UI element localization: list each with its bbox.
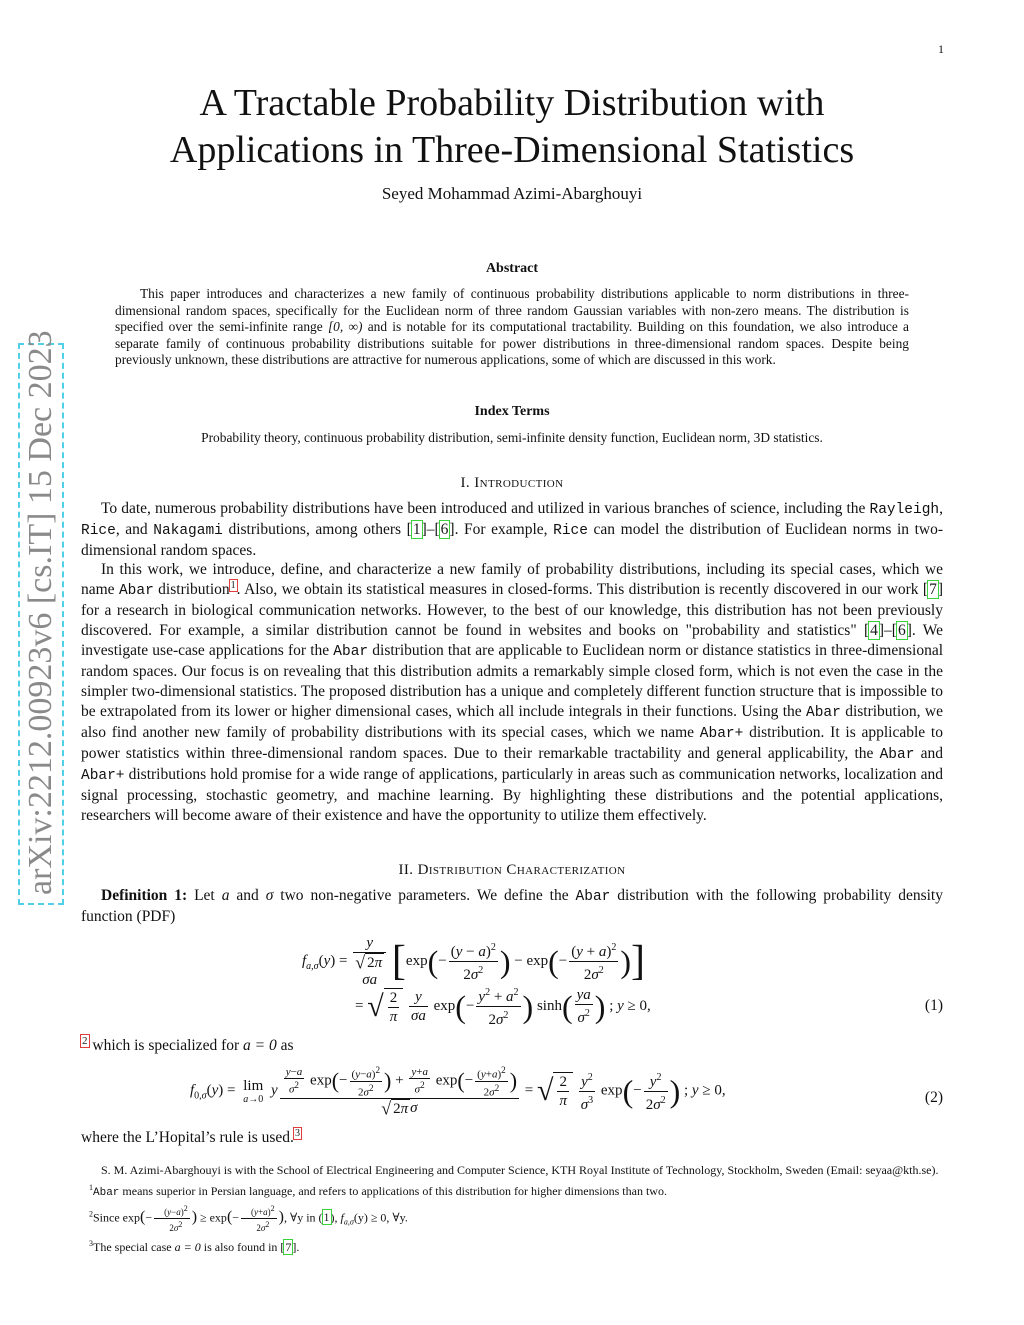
text: To date, numerous probability distributions have been introduced and utilized in various branches of science, including the <box>101 500 870 517</box>
author-name: Seyed Mohammad Azimi-Abarghouyi <box>381 184 643 203</box>
text: ]–[ <box>421 521 440 538</box>
text: which is specialized for <box>88 1037 244 1054</box>
title-line-1: A Tractable Probability Distribution with <box>199 82 825 124</box>
text: , <box>939 500 943 517</box>
text: as <box>276 1037 294 1054</box>
abstract-text-1: This paper introduces and characterizes a new family of continuous probability distributions applicable to norm distributions in three-dimensional random spaces, specifically for the Euclidean norm of three random Gaussian variables with non-zero means. The distribution is specified over the semi-infinite range <box>115 286 909 334</box>
footnote-number: 1 <box>89 1183 93 1192</box>
index-terms-body: Probability theory, continuous probability distribution, semi-infinite density function, Euclidean norm, 3D statistics. <box>201 430 823 445</box>
text: ]. For example, <box>449 521 554 538</box>
citation-link[interactable]: 7 <box>285 1240 292 1254</box>
text: can model the distribution of Euclidean norms in two-dimensional random spaces. <box>81 521 943 559</box>
text: The special case <box>93 1240 175 1254</box>
section-title: Introduction <box>474 475 564 491</box>
text: ]. We investigate use-case applications for the <box>81 622 943 659</box>
text: and <box>229 887 266 904</box>
footnote-number: 2 <box>89 1209 93 1219</box>
title-line-2: Applications in Three-Dimensional Statistics <box>169 129 855 171</box>
code-rayleigh: Rayleigh <box>869 502 940 518</box>
intro-paragraph-2 <box>81 560 943 826</box>
citation-link[interactable]: 4 <box>870 622 878 639</box>
footnote-link[interactable]: 1 <box>230 579 236 591</box>
math-var: f <box>340 1210 344 1225</box>
after-equation-2-text <box>81 1129 301 1147</box>
text: distributions, among others [ <box>222 521 412 538</box>
page-number: 1 <box>938 42 944 56</box>
math-var: σ <box>265 887 274 904</box>
math-condition: a = 0 <box>243 1037 277 1054</box>
code-rice: Rice <box>81 523 116 539</box>
section-numeral: II. <box>398 862 418 878</box>
text: Let <box>187 887 222 904</box>
section-heading-distribution <box>81 862 943 879</box>
paper-title <box>100 80 924 174</box>
code-abar-plus: Abar+ <box>81 768 125 784</box>
text: distribution, we also find another new family of probability distributions with its special cases, which we name <box>81 703 943 741</box>
text: distribution that are applicable to Euclidean norm or distance statistics in three-dimensional random spaces. Our focus is on revealing that this distribution admits a remarkably simple closed form, which is not even the case in the simpler two-dimensional statistics. The proposed distribution has a unique and completely different function structure that is impossible to be extrapolated from its lower or higher dimensional cases, which all include integrals in their functions. Using the <box>81 642 944 720</box>
text: distributions hold promise for a wide range of applications, particularly in areas such as communication networks, localization and signal processing, stochastic geometry, and machine learning. By highlighting these distributions and the potential applications, researchers will become aware of their existence and have the opportunity to utilize them effectively. <box>81 766 943 824</box>
code-abar: Abar <box>879 747 915 763</box>
text: distribution with the following probability density function (PDF) <box>81 887 943 925</box>
section-heading-introduction <box>81 475 943 492</box>
footnote-link[interactable]: 3 <box>294 1127 300 1139</box>
text: Since <box>93 1210 123 1225</box>
after-equation-1-text <box>81 1034 294 1055</box>
section-title: Distribution Characterization <box>417 862 626 878</box>
text: distribution. It is applicable to power statistics within three-dimensional random spaces. Due to their remarkable tractability and general applicability, the <box>81 724 943 762</box>
arxiv-identifier-stamp[interactable]: arXiv:2212.00923v6 [cs.IT] 15 Dec 2023 <box>18 343 64 905</box>
code-abar: Abar <box>806 705 841 721</box>
equation-2: $f_{0,\sigma}(y)$ = lim a→0 y $\frac{y-a}{\sigma^2}$ exp(− $\frac{(y-a)^2}{2\sigma^2}$ ) + $\frac{y+a}{\sigma^2}$ exp(− $\frac{(y+a)^2}{2\sigma^2}$ ) √ 2π σ = √ $\frac{2}{\pi}$ $\frac{y^2}{\sigma^3}$ exp(− $\frac{y^2}{2\sigma^2}$ ) ; y ≥ 0, <box>190 1065 726 1119</box>
affiliation-note: S. M. Azimi-Abarghouyi is with the School of Electrical Engineering and Computer Science, KTH Royal Institute of Technology, Stockholm, Sweden (Email: seyaa@kth.se). <box>101 1163 939 1177</box>
text: where the L’Hopital’s rule is used. <box>81 1129 294 1146</box>
footnotes <box>81 1162 943 1257</box>
text: , ∀y in ( <box>283 1210 323 1225</box>
code-abar: Abar <box>575 889 611 905</box>
text: means superior in Persian language, and refers to applications of this distribution for higher dimensions than two. <box>119 1184 667 1198</box>
footnote-link[interactable]: 2 <box>82 1034 88 1047</box>
text: In this work, we introduce, define, and characterize a new family of probability distributions, including its special cases, which we name <box>81 561 943 598</box>
section-numeral: I. <box>460 475 475 491</box>
text: ]–[ <box>878 622 897 639</box>
equation-1-line-1: $f_{a,\sigma}(y)$ = y √ 2π σa [exp(− $\frac{(y - a)^2}{2\sigma^2}$ ) − exp(− $\frac{(y + a)^2}{2\sigma^2}$ )] <box>302 935 646 989</box>
abstract-heading: Abstract <box>485 261 539 276</box>
math-condition: a = 0 <box>174 1240 201 1254</box>
citation-link[interactable]: 1 <box>412 521 421 538</box>
text: is also found in [ <box>200 1240 285 1254</box>
footnote-2: $^2$Since exp(− $\frac{(y-a)^2}{2\sigma^2}$ ) ≥ exp(− $\frac{(y+a)^2}{2\sigma^2}$ ), ∀y in (1), $f_{a,\sigma}(y) \ge 0$, ∀y. <box>89 1204 408 1233</box>
text: ] for a research in biological communication networks. However, to the best of our knowledge, this distribution has not been previously discovered. For example, a similar distribution cannot be found in websites and books on "probability and statistics" [ <box>81 581 943 639</box>
text: and <box>914 745 943 762</box>
code-abar: Abar <box>333 644 369 660</box>
equation-2-number: (2) <box>924 1089 943 1106</box>
abstract-range: [0, ∞) <box>327 319 363 334</box>
equation-1-number: (1) <box>924 997 943 1014</box>
abstract-body <box>115 286 909 369</box>
definition-label: Definition 1: <box>101 887 188 904</box>
index-terms-heading: Index Terms <box>474 404 550 419</box>
citation-link[interactable]: 7 <box>929 581 937 598</box>
text: , and <box>115 521 154 538</box>
equation-link[interactable]: 1 <box>323 1210 330 1225</box>
text: ), <box>330 1210 341 1225</box>
code-rice: Rice <box>553 523 588 539</box>
code-abar-plus: Abar+ <box>699 726 744 742</box>
code-abar: Abar <box>93 1187 120 1199</box>
code-nakagami: Nakagami <box>153 523 223 539</box>
math-var: a <box>221 887 230 904</box>
text: . Also, we obtain its statistical measures in closed-forms. This distribution is recently discovered in our work [ <box>236 581 929 598</box>
citation-link[interactable]: 6 <box>440 521 449 538</box>
text: two non-negative parameters. We define the <box>273 887 576 904</box>
text: (y) ≥ 0, ∀y. <box>353 1210 408 1225</box>
equation-1-line-2: = √ $\frac{2}{\pi}$ $\frac{y}{\sigma a}$ exp(− $\frac{y^2 + a^2}{2\sigma^2}$ ) sinh( $\frac{ya}{\sigma^2}$ ) ; y ≥ 0, <box>355 984 651 1029</box>
text: ]. <box>292 1240 300 1254</box>
footnote-number: 3 <box>89 1239 93 1248</box>
abstract-text-2: and is notable for its computational tractability. Building on this foundation, we also introduce a separate family of continuous probability distributions suitable for power distributions in three-dimensional random spaces. Despite being previously unknown, these distributions are attractive for numerous applications, some of which are discussed in this work. <box>115 319 909 367</box>
definition-1 <box>81 886 943 927</box>
code-abar: Abar <box>118 583 154 599</box>
footnote-1 <box>81 1180 943 1201</box>
text: distribution <box>153 581 230 598</box>
intro-paragraph-1 <box>81 499 943 561</box>
citation-link[interactable]: 6 <box>897 622 906 639</box>
footnote-3 <box>81 1236 943 1255</box>
